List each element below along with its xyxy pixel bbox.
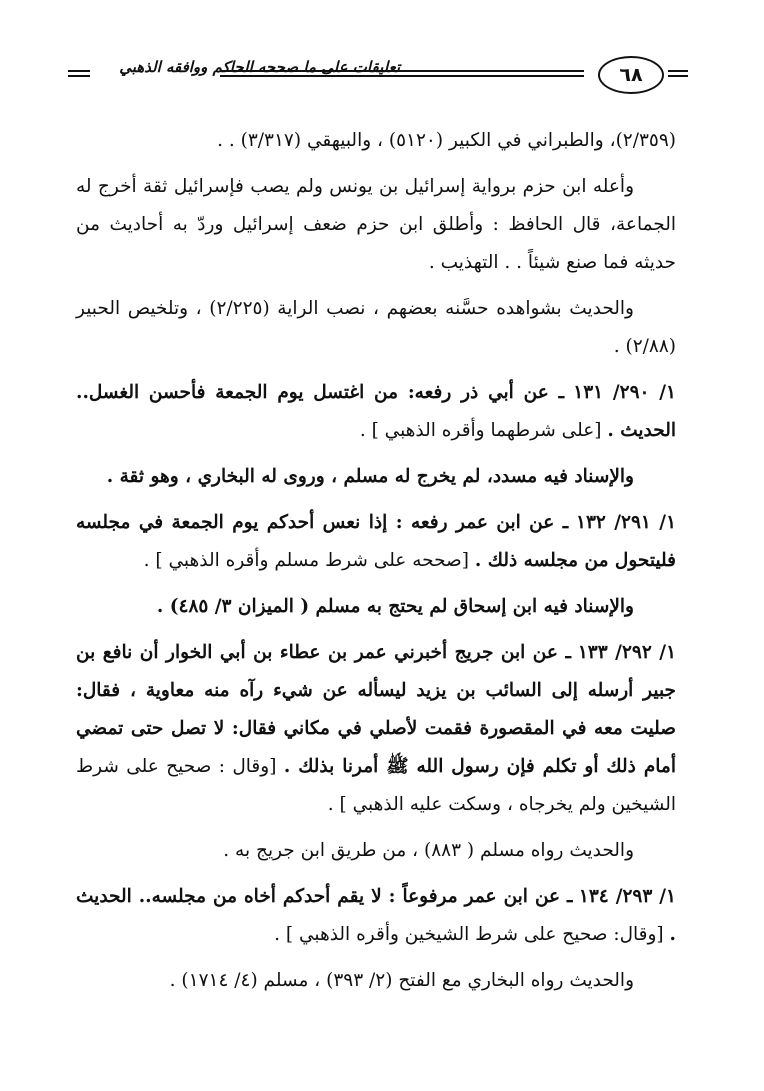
hadith-number: ١/ ٢٩٠/ ١٣١	[573, 382, 676, 403]
hadith-text: ـ عن أبي ذر رفعه: من اغتسل يوم الجمعة فأحسن الغسل.. الحديث .	[76, 382, 676, 441]
header-rule-right-end	[668, 70, 688, 77]
paragraph-isnad-note-132	[76, 588, 676, 626]
header-title: تعليقات على ما صححه الحاكم ووافقه الذهبي	[96, 58, 404, 76]
paragraph-text: والحديث بشواهده حسَّنه بعضهم ، نصب الراية (٢/٢٢٥) ، وتلخيص الحبير (٢/٨٨) .	[76, 298, 676, 357]
running-header	[68, 56, 696, 98]
hakim-comment: [صححه على شرط مسلم وأقره الذهبي ] .	[143, 550, 469, 571]
hakim-comment: [وقال: صحيح على شرط الشيخين وأقره الذهبي ] .	[274, 924, 664, 945]
paragraph-citation-continuation	[76, 122, 676, 160]
paragraph-text: وأعله ابن حزم برواية إسرائيل بن يونس ولم يصب فإسرائيل ثقة أخرج له الجماعة، قال الحافظ : وأطلق ابن حزم ضعف إسرائيل وردّ به أحاديث من حديثه فما صنع شيئاً . . التهذيب .	[76, 176, 676, 273]
hadith-text: ـ عن ابن جريج أخبرني عمر بن عطاء بن أبي الخوار أن نافع بن جبير أرسله إلى السائب بن يزيد ليسأله عن شيء رآه منه معاوية ، فقال: صليت معه في المقصورة فقمت لأصلي في مكاني فقال: لا تصل حتى تمضي أمام ذلك أو تكلم فإن رسول الله ﷺ أمرنا بذلك .	[76, 642, 676, 777]
hakim-comment: [وقال : صحيح على شرط الشيخين ولم يخرجاه ، وسكت عليه الذهبي ] .	[76, 756, 676, 815]
paragraph-text: والحديث رواه مسلم ( ٨٨٣) ، من طريق ابن جريج به .	[223, 840, 634, 861]
paragraph-text: (٢/٣٥٩)، والطبراني في الكبير (٥١٢٠) ، والبيهقي (٣/٣١٧) . .	[217, 130, 676, 151]
paragraph-text: والحديث رواه البخاري مع الفتح (٢/ ٣٩٣) ، مسلم (٤/ ١٧١٤) .	[169, 970, 634, 991]
paragraph-muslim-note-133	[76, 832, 676, 870]
paragraph-bukhari-note-134	[76, 962, 676, 1000]
paragraph-isnad-note-131	[76, 458, 676, 496]
page-body	[76, 122, 676, 1008]
paragraph-text: والإسناد فيه مسدد، لم يخرج له مسلم ، وروى له البخاري ، وهو ثقة .	[106, 466, 634, 487]
paragraph-text: والإسناد فيه ابن إسحاق لم يحتج به مسلم ( الميزان ٣/ ٤٨٥) .	[156, 596, 634, 617]
hadith-entry-132	[76, 504, 676, 580]
paragraph-ibn-hazm-note	[76, 168, 676, 282]
header-rule	[220, 70, 584, 77]
hadith-text: ـ عن ابن عمر مرفوعاً : لا يقم أحدكم أخاه من مجلسه.. الحديث .	[76, 886, 676, 945]
hakim-comment: [على شرطهما وأقره الذهبي ] .	[359, 420, 602, 441]
hadith-number: ١/ ٢٩٣/ ١٣٤	[578, 886, 676, 907]
header-rule-left-end	[68, 70, 90, 77]
hadith-entry-133	[76, 634, 676, 824]
hadith-number: ١/ ٢٩١/ ١٣٢	[576, 512, 676, 533]
hadith-text: ـ عن ابن عمر رفعه : إذا نعس أحدكم يوم الجمعة في مجلسه فليتحول من مجلسه ذلك .	[76, 512, 676, 571]
hadith-number: ١/ ٢٩٢/ ١٣٣	[577, 642, 676, 663]
paragraph-shawahid-note	[76, 290, 676, 366]
hadith-entry-131	[76, 374, 676, 450]
hadith-entry-134	[76, 878, 676, 954]
page-number: ٦٨	[598, 56, 664, 94]
